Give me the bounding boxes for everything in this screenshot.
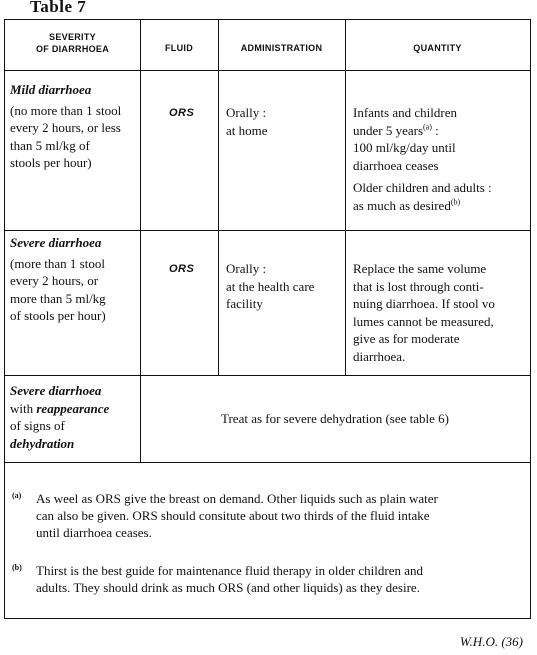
table-title: Table 7 (30, 0, 87, 16)
note-b-marker: (b) (12, 563, 22, 572)
row2-fluid: ORS (169, 263, 195, 275)
col3-divider (345, 20, 346, 375)
col1-divider (140, 20, 141, 462)
row2-severity-title: Severe diarrhoea (10, 235, 102, 250)
header-administration: ADMINISTRATION (240, 43, 323, 53)
row2-admin: Orally : at the health care facility (226, 261, 315, 311)
table-frame (4, 19, 531, 619)
note-a-text: As weel as ORS give the breast on demand. Other liquids such as plain water can also be given. ORS should consitute about two thirds of the fluid intake until diarrhoea ceases. (36, 491, 438, 540)
source-citation: W.H.O. (36) (459, 634, 523, 649)
row1-severity-title: Mild diarrhoea (10, 82, 92, 97)
row3-treatment: Treat as for severe dehydration (see table 6) (220, 411, 449, 426)
row2-severity: Severe diarrhoea (more than 1 stool every 2 hours, or more than 5 ml/kg of stools per hour) (10, 234, 140, 325)
header-divider (5, 70, 530, 71)
row1-severity: Mild diarrhoea (no more than 1 stool every 2 hours, or less than 5 ml/kg of stools per hour) (10, 81, 140, 172)
header-quantity: QUANTITY (413, 43, 462, 53)
header-fluid: FLUID (165, 43, 193, 53)
note-b-text: Thirst is the best guide for maintenance fluid therapy in older children and adults. They should drink as much ORS (and other liquids) as they desire. (36, 563, 423, 595)
row1-quantity: Infants and children under 5 years$^{(a)}$ : 100 ml/kg/day until diarrhoea ceases Older children and adults : as much as desired$^{(b)}$ (353, 105, 492, 213)
row3-severity: Severe diarrhoea with reappearance of signs of dehydration (10, 383, 110, 451)
row1-fluid: ORS (169, 107, 195, 119)
note-a-marker: (a) (12, 491, 22, 500)
row1-divider (5, 230, 530, 231)
row2-divider (5, 375, 530, 376)
header-severity: SEVERITY OF DIARRHOEA (35, 32, 110, 54)
row2-quantity: Replace the same volume that is lost through conti- nuing diarrhoea. If stool vo lumes cannot be measured, give as for moderate diarrhoea. (353, 261, 495, 364)
row1-admin: Orally : at home (226, 105, 268, 138)
notes-divider (5, 462, 530, 463)
col2-divider (218, 20, 219, 375)
